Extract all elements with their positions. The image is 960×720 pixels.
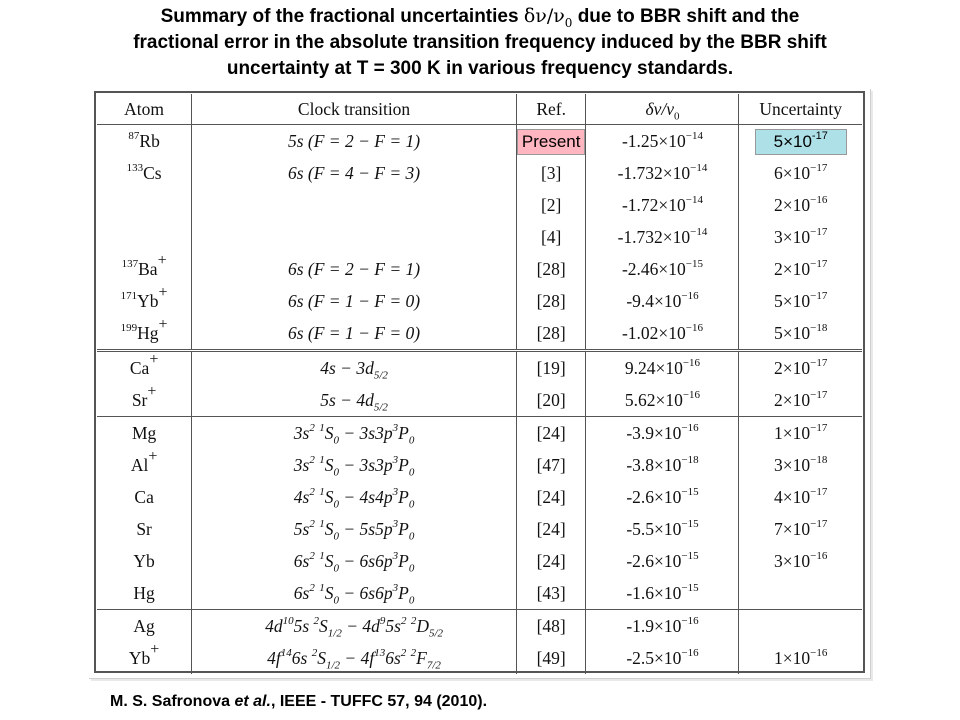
cell-atom xyxy=(97,481,192,513)
cell-transition xyxy=(192,642,517,674)
cell-uncertainty xyxy=(739,125,862,158)
transition-text: $4d^{10}5s$ $^2S_{1/2} - 4d^95s^2$ $^2D_{5/2}$ xyxy=(265,615,444,640)
cell-atom xyxy=(97,577,192,610)
table-row xyxy=(97,157,862,189)
cell-transition xyxy=(192,351,517,385)
dnu-exponent: −16 xyxy=(681,615,699,628)
dnu-mantissa: -1.72×10 xyxy=(621,195,686,215)
cell-atom xyxy=(97,417,192,450)
unc-exponent: −16 xyxy=(810,550,828,563)
cell-atom xyxy=(97,545,192,577)
title-symbol-sub: 0 xyxy=(564,15,573,30)
unc-mantissa: 4×10 xyxy=(774,487,811,507)
dnu-exponent: −15 xyxy=(681,518,699,531)
cell-uncertainty xyxy=(739,642,862,674)
dnu-exponent: −15 xyxy=(681,582,699,595)
transition-text: $6s^2$ $^1S_0 - 6s6p^3P_0$ xyxy=(293,550,415,575)
cell-ref: [47] xyxy=(516,449,586,481)
cell-transition xyxy=(192,157,517,189)
table-row xyxy=(97,221,862,253)
transition-text: 5s (F = 2 − F = 1) xyxy=(287,131,421,151)
cell-ref: [24] xyxy=(516,513,586,545)
present-label: Present xyxy=(517,129,586,155)
cell-ref: [3] xyxy=(516,157,586,189)
transition-text: $3s^2$ $^1S_0 - 3s3p^3P_0$ xyxy=(293,422,415,447)
cell-atom xyxy=(97,384,192,417)
dnu-exponent: −16 xyxy=(685,322,703,335)
dnu-mantissa: -9.4×10 xyxy=(626,291,682,311)
title-line-3: uncertainty at T = 300 K in various frequency standards. xyxy=(226,58,734,79)
atom-element: Ca xyxy=(129,358,150,378)
title-line-2: fractional error in the absolute transition frequency induced by the BBR shift xyxy=(133,32,827,53)
cell-atom xyxy=(97,157,192,189)
cell-ref: [48] xyxy=(516,610,586,643)
unc-mantissa: 2×10 xyxy=(774,358,811,378)
unc-mantissa: 1×10 xyxy=(774,423,811,443)
cell-dnu xyxy=(586,285,739,317)
transition-text: 6s (F = 1 − F = 0) xyxy=(287,323,421,343)
unc-mantissa: 1×10 xyxy=(774,648,811,668)
atom-element: Yb xyxy=(133,551,155,571)
unc-mantissa: 3×10 xyxy=(774,551,811,571)
cell-ref: [49] xyxy=(516,642,586,674)
atom-ion: + xyxy=(147,383,157,401)
unc-mantissa: 5×10 xyxy=(774,323,811,343)
citation xyxy=(110,693,487,711)
cell-ref: [24] xyxy=(516,545,586,577)
cell-uncertainty xyxy=(739,481,862,513)
dnu-mantissa: -1.6×10 xyxy=(626,583,682,603)
cell-dnu xyxy=(586,545,739,577)
cell-transition xyxy=(192,513,517,545)
dnu-mantissa: -2.5×10 xyxy=(626,648,682,668)
header-atom: Atom xyxy=(97,94,192,125)
cell-uncertainty xyxy=(739,577,862,610)
atom-element: Mg xyxy=(131,423,157,443)
cell-uncertainty xyxy=(739,610,862,643)
unc-mantissa: 5×10 xyxy=(774,291,811,311)
cell-atom xyxy=(97,513,192,545)
dnu-exponent: −14 xyxy=(685,194,703,207)
unc-exponent: −17 xyxy=(810,258,828,271)
cell-uncertainty xyxy=(739,221,862,253)
cell-transition xyxy=(192,610,517,643)
table-body xyxy=(97,125,862,675)
uncertainty-table xyxy=(97,94,862,674)
dnu-exponent: −15 xyxy=(681,550,699,563)
unc-mantissa: 2×10 xyxy=(774,390,811,410)
cell-dnu xyxy=(586,513,739,545)
unc-exponent: −17 xyxy=(810,389,828,402)
table-row xyxy=(97,384,862,417)
atom-mass: 137 xyxy=(121,258,139,271)
dnu-exponent: −18 xyxy=(681,454,699,467)
transition-sub: 5/2 xyxy=(373,401,388,414)
atom-element: Yb xyxy=(128,648,151,668)
cell-dnu xyxy=(586,351,739,385)
cell-ref: [20] xyxy=(516,384,586,417)
cell-dnu xyxy=(586,577,739,610)
table-row xyxy=(97,253,862,285)
citation-etal: et al. xyxy=(234,693,271,710)
dnu-exponent: −16 xyxy=(681,422,699,435)
cell-uncertainty xyxy=(739,157,862,189)
dnu-mantissa: 9.24×10 xyxy=(624,358,683,378)
unc-exponent: −17 xyxy=(810,290,828,303)
atom-element: Cs xyxy=(143,163,162,183)
atom-ion: + xyxy=(149,351,159,369)
cell-dnu xyxy=(586,317,739,351)
cell-ref: [28] xyxy=(516,317,586,351)
cell-ref: [43] xyxy=(516,577,586,610)
cell-atom xyxy=(97,610,192,643)
unc-exponent: −18 xyxy=(810,322,828,335)
unc-exponent: −17 xyxy=(810,422,828,435)
atom-element: Yb xyxy=(137,291,159,311)
dnu-mantissa: -2.46×10 xyxy=(621,259,686,279)
unc-mantissa: 2×10 xyxy=(774,259,811,279)
cell-uncertainty xyxy=(739,384,862,417)
table-row xyxy=(97,449,862,481)
cell-atom xyxy=(97,285,192,317)
atom-ion: + xyxy=(157,252,167,270)
unc-exponent: −17 xyxy=(810,226,828,239)
dnu-mantissa: -1.9×10 xyxy=(626,616,682,636)
cell-uncertainty xyxy=(739,253,862,285)
atom-element: Ca xyxy=(134,487,154,507)
atom-mass: 87 xyxy=(128,130,140,143)
cell-transition xyxy=(192,577,517,610)
transition-text: $5s^2$ $^1S_0 - 5s5p^3P_0$ xyxy=(293,518,415,543)
unc-exponent: −17 xyxy=(810,518,828,531)
cell-uncertainty xyxy=(739,545,862,577)
table-row xyxy=(97,125,862,158)
title-line-1 xyxy=(20,3,940,30)
title-symbol xyxy=(523,5,573,30)
cell-ref: [2] xyxy=(516,189,586,221)
cell-uncertainty xyxy=(739,513,862,545)
cell-atom xyxy=(97,125,192,158)
table-frame xyxy=(94,91,865,673)
atom-ion: + xyxy=(158,284,168,302)
header-dnu-text: δν/ν xyxy=(645,99,674,119)
dnu-exponent: −14 xyxy=(685,130,703,143)
table-image xyxy=(88,88,870,678)
transition-text: $6s^2$ $^1S_0 - 6s6p^3P_0$ xyxy=(293,582,415,607)
table-row xyxy=(97,513,862,545)
transition-text: $4s^2$ $^1S_0 - 4s4p^3P_0$ xyxy=(293,486,415,511)
transition-text: $4f^{14}6s$ $^2S_{1/2} - 4f^{13}6s^2$ $^2F_{7/2}$ xyxy=(267,647,441,672)
cell-dnu xyxy=(586,610,739,643)
cell-atom xyxy=(97,189,192,221)
dnu-mantissa: -3.9×10 xyxy=(626,423,682,443)
dnu-exponent: −16 xyxy=(682,389,701,402)
cell-uncertainty xyxy=(739,189,862,221)
dnu-exponent: −16 xyxy=(682,357,701,370)
transition-text: 4s − 3d xyxy=(320,358,374,378)
dnu-exponent: −15 xyxy=(681,486,699,499)
dnu-mantissa: -1.25×10 xyxy=(621,131,686,151)
cell-transition xyxy=(192,545,517,577)
cell-transition xyxy=(192,317,517,351)
dnu-mantissa: -2.6×10 xyxy=(626,551,682,571)
cell-transition xyxy=(192,481,517,513)
dnu-exponent: −14 xyxy=(690,162,708,175)
unc-mantissa: 6×10 xyxy=(774,163,811,183)
table-row xyxy=(97,610,862,643)
unc-exponent: −17 xyxy=(810,162,828,175)
table-row xyxy=(97,417,862,450)
table-row xyxy=(97,481,862,513)
table-row xyxy=(97,189,862,221)
transition-text: $3s^2$ $^1S_0 - 3s3p^3P_0$ xyxy=(293,454,415,479)
dnu-mantissa: -3.8×10 xyxy=(626,455,682,475)
header-dnu xyxy=(586,94,739,125)
cell-uncertainty xyxy=(739,351,862,385)
table-row xyxy=(97,642,862,674)
cell-transition xyxy=(192,125,517,158)
cell-atom xyxy=(97,221,192,253)
cell-uncertainty xyxy=(739,417,862,450)
cell-atom xyxy=(97,351,192,385)
unc-exponent: −16 xyxy=(810,194,828,207)
atom-mass: 133 xyxy=(126,162,144,175)
dnu-mantissa: -1.732×10 xyxy=(617,227,691,247)
title-line-1-prefix: Summary of the fractional uncertainties xyxy=(160,6,524,27)
unc-exponent: −17 xyxy=(810,486,828,499)
cell-dnu xyxy=(586,481,739,513)
cell-transition xyxy=(192,417,517,450)
header-ref: Ref. xyxy=(516,94,586,125)
cell-transition xyxy=(192,285,517,317)
transition-text: 6s (F = 4 − F = 3) xyxy=(287,163,421,183)
cell-atom xyxy=(97,642,192,674)
atom-element: Ba xyxy=(138,259,158,279)
atom-element: Hg xyxy=(133,583,155,603)
cell-dnu xyxy=(586,125,739,158)
unc-exponent: −17 xyxy=(810,357,828,370)
dnu-mantissa: -1.02×10 xyxy=(621,323,686,343)
header-dnu-sub: 0 xyxy=(673,110,680,123)
cell-dnu xyxy=(586,221,739,253)
cell-ref: [24] xyxy=(516,481,586,513)
atom-element: Al xyxy=(130,455,149,475)
atom-element: Hg xyxy=(137,323,159,343)
table-row xyxy=(97,317,862,351)
cell-ref: [28] xyxy=(516,285,586,317)
atom-mass: 199 xyxy=(120,322,138,335)
cell-ref: [19] xyxy=(516,351,586,385)
atom-ion: + xyxy=(158,316,168,334)
table-header-row xyxy=(97,94,862,125)
cell-dnu xyxy=(586,189,739,221)
cell-dnu xyxy=(586,642,739,674)
unc-mantissa: 3×10 xyxy=(774,455,811,475)
slide-title xyxy=(20,3,940,82)
dnu-mantissa: -5.5×10 xyxy=(626,519,682,539)
dnu-mantissa: -2.6×10 xyxy=(626,487,682,507)
transition-sub: 5/2 xyxy=(373,369,388,382)
cell-atom xyxy=(97,253,192,285)
table-row xyxy=(97,285,862,317)
header-uncertainty: Uncertainty xyxy=(739,94,862,125)
cell-uncertainty xyxy=(739,285,862,317)
transition-text: 6s (F = 1 − F = 0) xyxy=(287,291,421,311)
transition-text: 6s (F = 2 − F = 1) xyxy=(287,259,421,279)
table-row xyxy=(97,577,862,610)
cell-ref xyxy=(516,125,586,158)
cell-ref: [28] xyxy=(516,253,586,285)
table-row xyxy=(97,545,862,577)
title-line-1-suffix: due to BBR shift and the xyxy=(572,6,800,27)
atom-element: Ag xyxy=(133,616,155,636)
unc-mantissa: 2×10 xyxy=(774,195,811,215)
cell-dnu xyxy=(586,417,739,450)
cell-transition xyxy=(192,253,517,285)
dnu-exponent: −16 xyxy=(681,647,699,660)
atom-element: Rb xyxy=(139,131,160,151)
atom-element: Sr xyxy=(131,390,148,410)
cell-atom xyxy=(97,449,192,481)
cell-transition xyxy=(192,189,517,221)
unc-mantissa: 3×10 xyxy=(774,227,811,247)
atom-mass: 171 xyxy=(120,290,138,303)
unc-exponent: −16 xyxy=(810,647,828,660)
dnu-mantissa: 5.62×10 xyxy=(624,390,683,410)
atom-ion: + xyxy=(148,448,158,466)
unc-exponent: −18 xyxy=(810,454,828,467)
cell-atom xyxy=(97,317,192,351)
atom-ion: + xyxy=(150,641,160,659)
cell-uncertainty xyxy=(739,317,862,351)
table-row xyxy=(97,351,862,385)
transition-text: 5s − 4d xyxy=(320,390,374,410)
cell-ref: [24] xyxy=(516,417,586,450)
header-clock-transition: Clock transition xyxy=(192,94,517,125)
dnu-exponent: −15 xyxy=(685,258,703,271)
cell-transition xyxy=(192,221,517,253)
cell-transition xyxy=(192,449,517,481)
cell-dnu xyxy=(586,449,739,481)
citation-rest: , IEEE - TUFFC 57, 94 (2010). xyxy=(270,693,488,710)
present-uncertainty: $5\times 10^{-17}$ xyxy=(755,129,847,155)
cell-uncertainty xyxy=(739,449,862,481)
cell-transition xyxy=(192,384,517,417)
cell-ref: [4] xyxy=(516,221,586,253)
citation-authors: M. S. Safronova xyxy=(110,693,235,710)
cell-dnu xyxy=(586,253,739,285)
cell-dnu xyxy=(586,157,739,189)
dnu-exponent: −14 xyxy=(690,226,708,239)
atom-element: Sr xyxy=(136,519,152,539)
dnu-mantissa: -1.732×10 xyxy=(617,163,691,183)
dnu-exponent: −16 xyxy=(681,290,699,303)
title-symbol-text: δν/ν xyxy=(523,5,565,27)
cell-dnu xyxy=(586,384,739,417)
unc-mantissa: 7×10 xyxy=(774,519,811,539)
